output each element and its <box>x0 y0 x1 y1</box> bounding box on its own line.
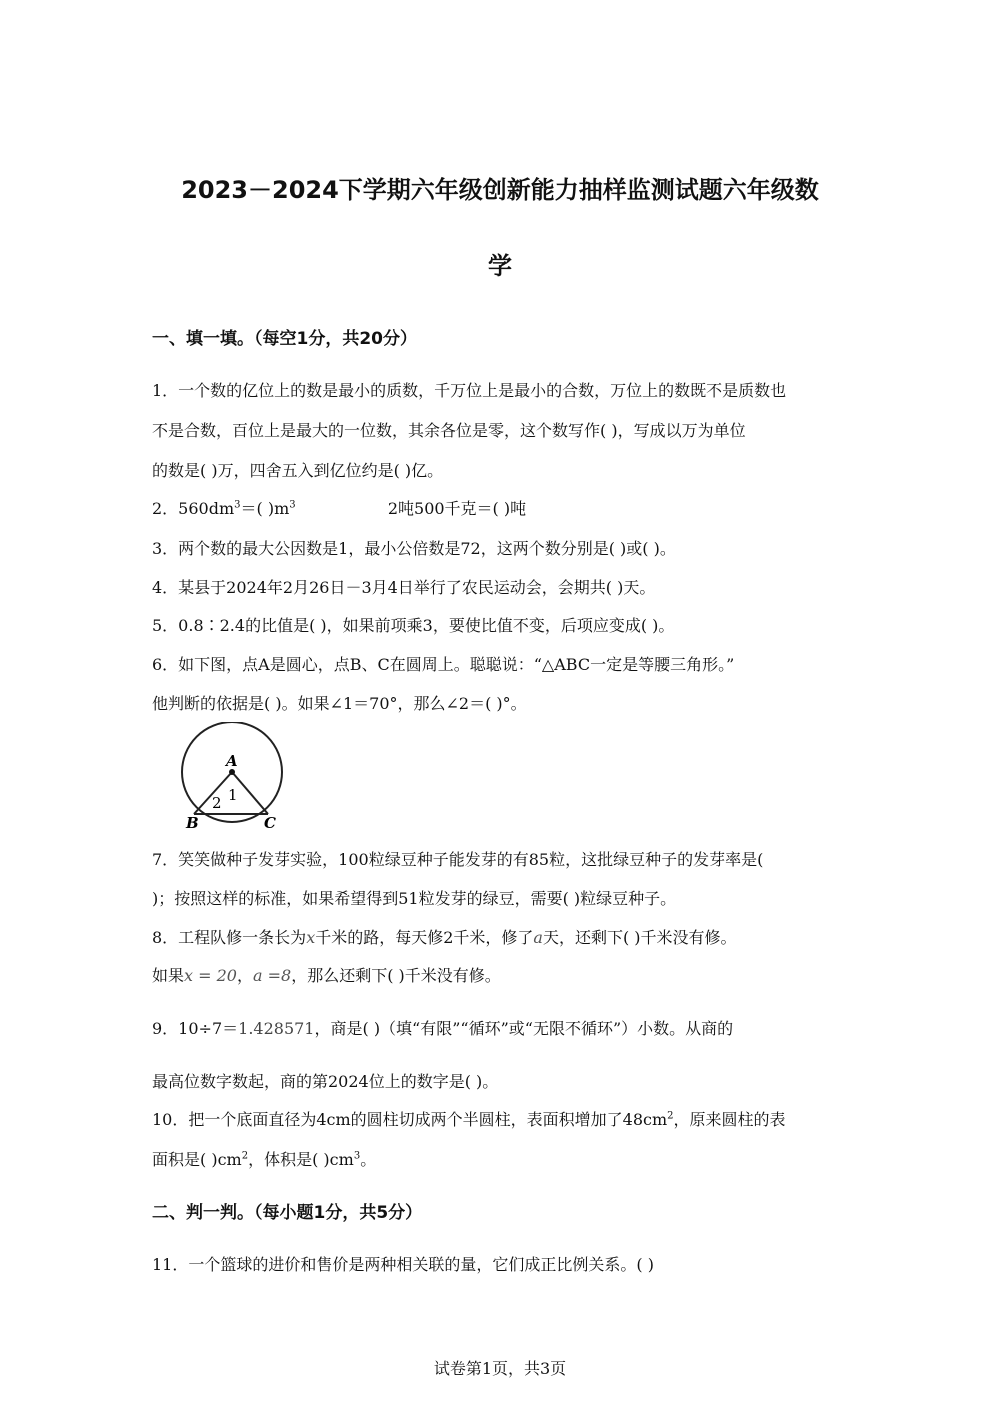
label-angle-1: 1 <box>228 786 238 804</box>
q1-line3: 的数是( )万，四舍五入到亿位约是( )亿。 <box>152 461 444 480</box>
page-title: 2023－2024下学期六年级创新能力抽样监测试题六年级数 <box>181 176 819 204</box>
q8-part-e: ， <box>236 966 253 985</box>
q10-sup-c: 2 <box>241 1150 249 1162</box>
q3-line: 3．两个数的最大公因数是1，最小公倍数是72，这两个数分别是( )或( )。 <box>152 539 676 558</box>
q8-part-b: 千米的路，每天修2千米，修了 <box>315 928 534 947</box>
q8-var-a: a <box>533 928 543 947</box>
q7-line1: 7．笑笑做种子发芽实验，100粒绿豆种子能发芽的有85粒，这批绿豆种子的发芽率是( <box>152 850 764 869</box>
label-b: B <box>186 814 199 832</box>
q10-part-e: 。 <box>360 1150 377 1169</box>
q2-sup-b: 3 <box>289 499 296 511</box>
q10-line2 <box>152 1147 376 1170</box>
q8-part-a: 8．工程队修一条长为 <box>152 928 307 947</box>
q8-part-c: 天，还剩下( )千米没有修。 <box>542 928 737 947</box>
q2-part-c: 2吨500千克＝( )吨 <box>387 499 527 518</box>
q2-sup-a: 3 <box>234 499 241 511</box>
q8-var-x: x <box>306 928 316 947</box>
section-1-heading: 一、填一填。（每空1分，共20分） <box>152 329 417 349</box>
q10-sup-a: 2 <box>667 1110 674 1122</box>
q8-part-d: 如果 <box>152 966 185 985</box>
q7-line2: )；按照这样的标准，如果希望得到51粒发芽的绿豆，需要( )粒绿豆种子。 <box>152 889 677 908</box>
q11-line: 11．一个篮球的进价和售价是两种相关联的量，它们成正比例关系。( ) <box>152 1255 654 1274</box>
label-a: A <box>226 752 238 770</box>
q8-part-f: ，那么还剩下( )千米没有修。 <box>291 966 501 985</box>
circle-triangle-figure <box>176 722 296 832</box>
label-angle-2: 2 <box>212 794 222 812</box>
q10-part-c: 面积是( )cm <box>152 1150 242 1169</box>
q10-part-d: ，体积是( )cm <box>248 1150 354 1169</box>
page-title-cont: 学 <box>488 252 512 280</box>
q1-line1: 1．一个数的亿位上的数是最小的质数，千万位上是最小的合数，万位上的数既不是质数也 <box>152 381 787 400</box>
q8-x-value: x = 20 <box>184 966 237 985</box>
q9-repeating-decimal: 1.428571 <box>238 1019 315 1038</box>
q1-line2: 不是合数，百位上是最大的一位数，其余各位是零，这个数写作( )，写成以万为单位 <box>152 421 746 440</box>
q4-line: 4．某县于2024年2月26日－3月4日举行了农民运动会，会期共( )天。 <box>152 578 656 597</box>
label-c: C <box>264 814 276 832</box>
q2-part-a: 2．560dm <box>152 499 235 518</box>
q9-part-b: ，商是( )（填“有限”“循环”或“无限不循环”）小数。从商的 <box>314 1019 734 1038</box>
q9-line2: 最高位数字数起，商的第2024位上的数字是( )。 <box>152 1072 499 1091</box>
q9-line1 <box>152 1016 733 1039</box>
q10-line1 <box>152 1107 786 1130</box>
q8-line2 <box>152 963 501 986</box>
q2-part-b: ＝( )m <box>240 499 290 518</box>
q6-line2: 他判断的依据是( )。如果∠1＝70°，那么∠2＝( )°。 <box>152 694 527 713</box>
q10-part-a: 10．把一个底面直径为4cm的圆柱切成两个半圆柱，表面积增加了48cm <box>152 1110 668 1129</box>
q6-line1: 6．如下图，点A是圆心，点B、C在圆周上。聪聪说：“△ABC一定是等腰三角形。” <box>152 655 735 674</box>
section-2-heading: 二、判一判。（每小题1分，共5分） <box>152 1203 423 1223</box>
page-footer: 试卷第1页，共3页 <box>433 1359 567 1378</box>
q9-part-a: 9．10÷7＝ <box>152 1019 239 1038</box>
q10-part-b: ，原来圆柱的表 <box>673 1110 786 1129</box>
q8-a-value: a =8 <box>253 966 292 985</box>
q5-line: 5．0.8∶2.4的比值是( )，如果前项乘3，要使比值不变，后项应变成( )。 <box>152 616 675 635</box>
q10-sup-d: 3 <box>353 1150 361 1162</box>
q8-line1 <box>152 925 737 948</box>
q2-line <box>152 496 526 519</box>
